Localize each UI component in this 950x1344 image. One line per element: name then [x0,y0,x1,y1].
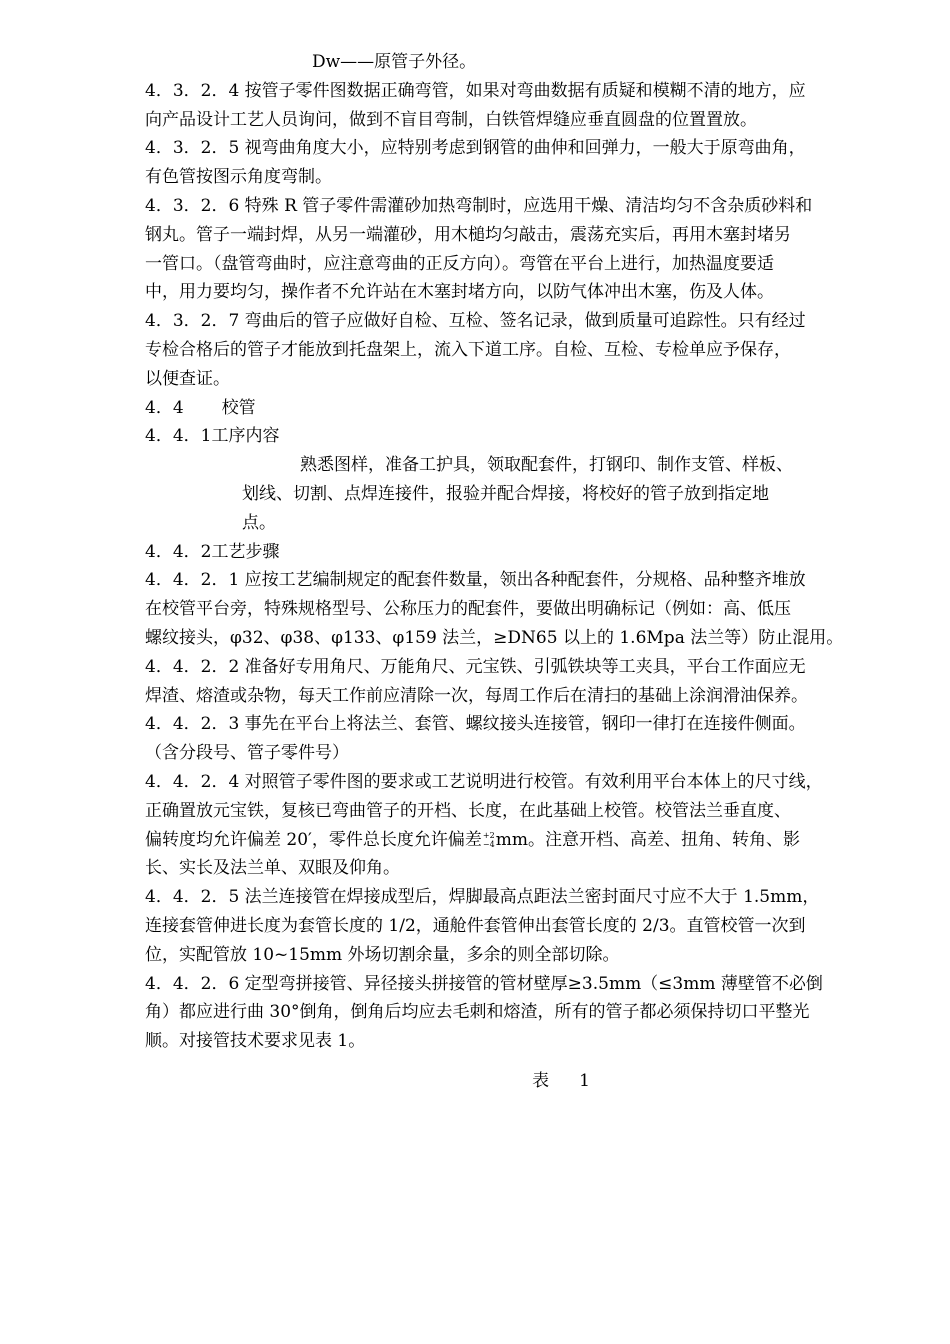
document-body [145,48,895,1056]
tolerance-text-before: 偏转度均允许偏差 20′，零件总长度允许偏差 [145,829,482,850]
tolerance-stack [483,831,495,849]
paragraph-line: 在校管平台旁，特殊规格型号、公称压力的配套件，要做出明确标记（例如：高、低压 [145,599,791,620]
tolerance-lower: −4 [482,840,495,850]
paragraph-line: 4．3．2．4 按管子零件图数据正确弯管，如果对弯曲数据有质疑和模糊不清的地方，应 [145,80,806,101]
paragraph-line: 4．4．2．5 法兰连接管在焊接成型后，焊脚最高点距法兰密封面尺寸应不大于 1.5mm， [145,887,820,908]
paragraph-line: 点。 [242,512,276,533]
paragraph-line: 4．3．2．7 弯曲后的管子应做好自检、互检、签名记录，做到质量可追踪性。只有经过 [145,311,806,332]
paragraph-line: 4．4．2．1 应按工艺编制规定的配套件数量，领出各种配套件，分规格、品种整齐堆放 [145,570,806,591]
paragraph-line: 一管口。（盘管弯曲时，应注意弯曲的正反方向）。弯管在平台上进行，加热温度要适 [145,253,774,274]
paragraph-line: 顺。对接管技术要求见表 1。 [145,1031,366,1052]
subsection-heading: 4．4．2工艺步骤 [145,541,280,562]
section-number: 4．4 [145,397,184,418]
paragraph-line: 中，用力要均匀，操作者不允许站在木塞封堵方向，以防气体冲出木塞，伤及人体。 [145,282,774,303]
paragraph-line: 长、实长及法兰单、双眼及仰角。 [145,858,400,879]
section-heading [145,394,895,423]
paragraph-line: 以便查证。 [145,368,230,389]
paragraph-line: 有色管按图示角度弯制。 [145,167,332,188]
paragraph-line: 4．4．2．6 定型弯拼接管、异径接头拼接管的管材壁厚≥3.5mm（≤3mm 薄壁管不必倒 [145,973,823,994]
subsection-heading: 4．4．1工序内容 [145,426,280,447]
paragraph-line: 4．4．2．4 对照管子零件图的要求或工艺说明进行校管。有效利用平台本体上的尺寸线， [145,771,823,792]
paragraph-line: 连接套管伸进长度为套管长度的 1/2，通舱件套管伸出套管长度的 2/3。直管校管一次到 [145,915,806,936]
paragraph-line: 4．3．2．6 特殊 R 管子零件需灌砂加热弯制时，应选用干燥、清洁均匀不含杂质砂料和 [145,195,813,216]
paragraph-line: 专检合格后的管子才能放到托盘架上，流入下道工序。自检、互检、专检单应予保存， [145,339,791,360]
section-title: 校管 [221,397,256,418]
formula-note: Dw——原管子外径。 [312,52,477,72]
paragraph-line: 4．4．2．3 事先在平台上将法兰、套管、螺纹接头连接管，钢印一律打在连接件侧面。 [145,714,806,735]
paragraph-line: 4．3．2．5 视弯曲角度大小，应特别考虑到钢管的曲伸和回弹力，一般大于原弯曲角， [145,138,806,159]
paragraph-line: （含分段号、管子零件号） [145,743,349,764]
paragraph-line: 划线、切割、点焊连接件，报验并配合焊接，将校好的管子放到指定地 [242,483,769,504]
paragraph-line: 焊渣、熔渣或杂物，每天工作前应清除一次，每周工作后在清扫的基础上涂润滑油保养。 [145,685,808,706]
tolerance-upper: +2 [482,831,495,841]
paragraph-line: 位，实配管放 10~15mm 外场切割余量，多余的则全部切除。 [145,944,620,965]
paragraph-line: 正确置放元宝铁，复核已弯曲管子的开档、长度，在此基础上校管。校管法兰垂直度、 [145,800,791,821]
paragraph-line: 熟悉图样，准备工护具，领取配套件，打钢印、制作支管、样板、 [300,455,793,476]
caption-number: 1 [579,1071,590,1091]
paragraph-line: 向产品设计工艺人员询问，做到不盲目弯制，白铁管焊缝应垂直圆盘的位置置放。 [145,109,757,130]
caption-word: 表 [532,1071,550,1091]
paragraph-line: 螺纹接头，φ32、φ38、φ133、φ159 法兰，≥DN65 以上的 1.6Mpa 法兰等）防止混用。 [145,627,844,648]
paragraph-line: 4．4．2．2 准备好专用角尺、万能角尺、元宝铁、引弧铁块等工夹具，平台工作面应无 [145,656,806,677]
tolerance-text-after: mm。注意开档、高差、扭角、转角、影 [495,829,800,850]
table-caption [0,1066,950,1091]
paragraph-line: 角）都应进行曲 30°倒角，倒角后均应去毛刺和熔渣，所有的管子都必须保持切口平整光 [145,1002,810,1023]
paragraph-line [145,826,895,855]
paragraph-line: 钢丸。管子一端封焊，从另一端灌砂，用木槌均匀敲击，震荡充实后，再用木塞封堵另 [145,224,791,245]
